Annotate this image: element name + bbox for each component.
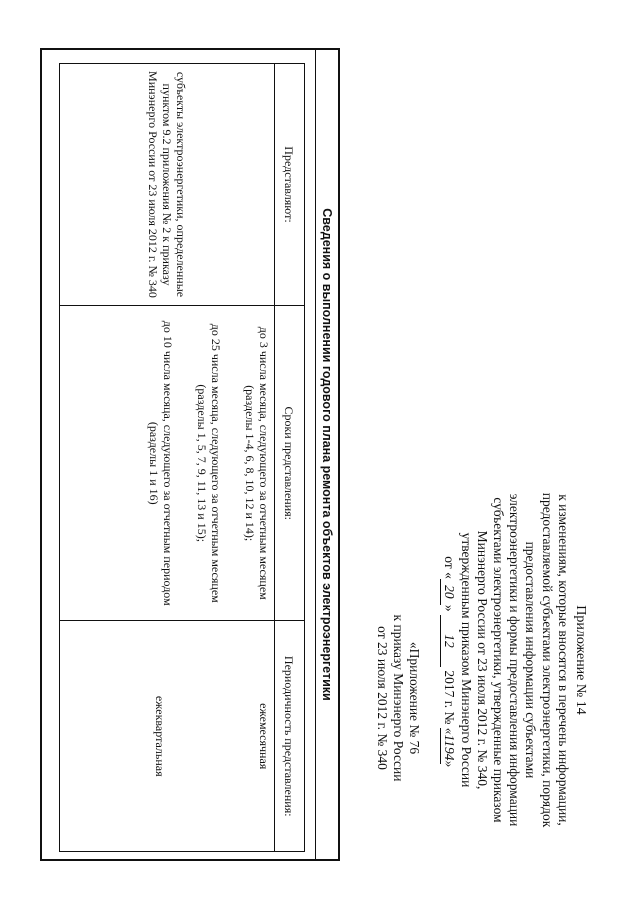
- form-title: Сведения о выполнении годового плана ремонта объектов электроэнергетики: [315, 50, 338, 859]
- submitters-cell: субъекты электроэнергетики, определенные пунктом 9.2 приложения № 2 к приказу Минэнерго России от 23 июля 2012 г. № 340: [60, 64, 275, 306]
- date-day-handwritten: 20: [440, 579, 457, 605]
- column-header-deadlines: Сроки представления:: [275, 305, 305, 621]
- periodicity-item: ежеквартальная: [153, 695, 167, 777]
- header-line: Минэнерго России от 23 июля 2012 г. № 340,: [474, 530, 490, 790]
- date-prefix: от «: [442, 556, 458, 579]
- date-mid: »: [442, 604, 458, 612]
- date-year: 2017 г. №: [442, 670, 458, 725]
- appendix-76-block: [374, 578, 422, 818]
- appendix-76-line: к приказу Минэнерго России: [391, 614, 406, 782]
- header-line: предоставляемой субъектами электроэнергетики, порядок: [539, 492, 555, 828]
- order-number-handwritten: «1194»: [440, 728, 457, 764]
- date-month-handwritten: 12: [440, 615, 457, 667]
- deadline-item: до 3 числа месяца, следующего за отчетным месяцем (разделы 1-4, 6, 8, 10, 12 и 14);: [243, 326, 271, 600]
- periodicity-item: ежемесячная: [257, 703, 271, 770]
- appendix-76-line: от 23 июля 2012 г. № 340: [375, 626, 390, 770]
- header-line: предоставления информации субъектами: [523, 541, 539, 779]
- column-header-submitters: Представляют:: [275, 64, 305, 306]
- appendix-76-title: «Приложение № 76: [407, 641, 422, 755]
- deadline-item: до 25 числа месяца, следующего за отчетным месяцем (разделы 1, 5, 7, 9, 11, 13 и 15);: [195, 323, 223, 603]
- header-line: к изменениям, которые вносятся в перечень информации,: [555, 494, 571, 826]
- order-date-line: [440, 470, 457, 850]
- header-line: электроэнергетики и формы предоставления информации: [507, 493, 523, 827]
- column-header-periodicity: Периодичность представления:: [275, 621, 305, 852]
- deadline-item: до 10 числа месяца, следующего за отчетным периодом (разделы 1 и 16): [147, 320, 175, 606]
- table-row: [60, 64, 275, 852]
- form-frame: [40, 48, 340, 861]
- appendix-14-title: Приложение № 14: [573, 605, 588, 715]
- table-header-row: [275, 64, 305, 852]
- header-line: субъектами электроэнергетики, утвержденные приказом: [490, 497, 506, 823]
- header-line: утвержденным приказом Минэнерго России: [458, 532, 474, 788]
- reporting-table: [59, 63, 305, 852]
- appendix-14-header: [440, 470, 588, 850]
- periodicity-cell: [60, 621, 275, 852]
- deadlines-cell: [60, 305, 275, 621]
